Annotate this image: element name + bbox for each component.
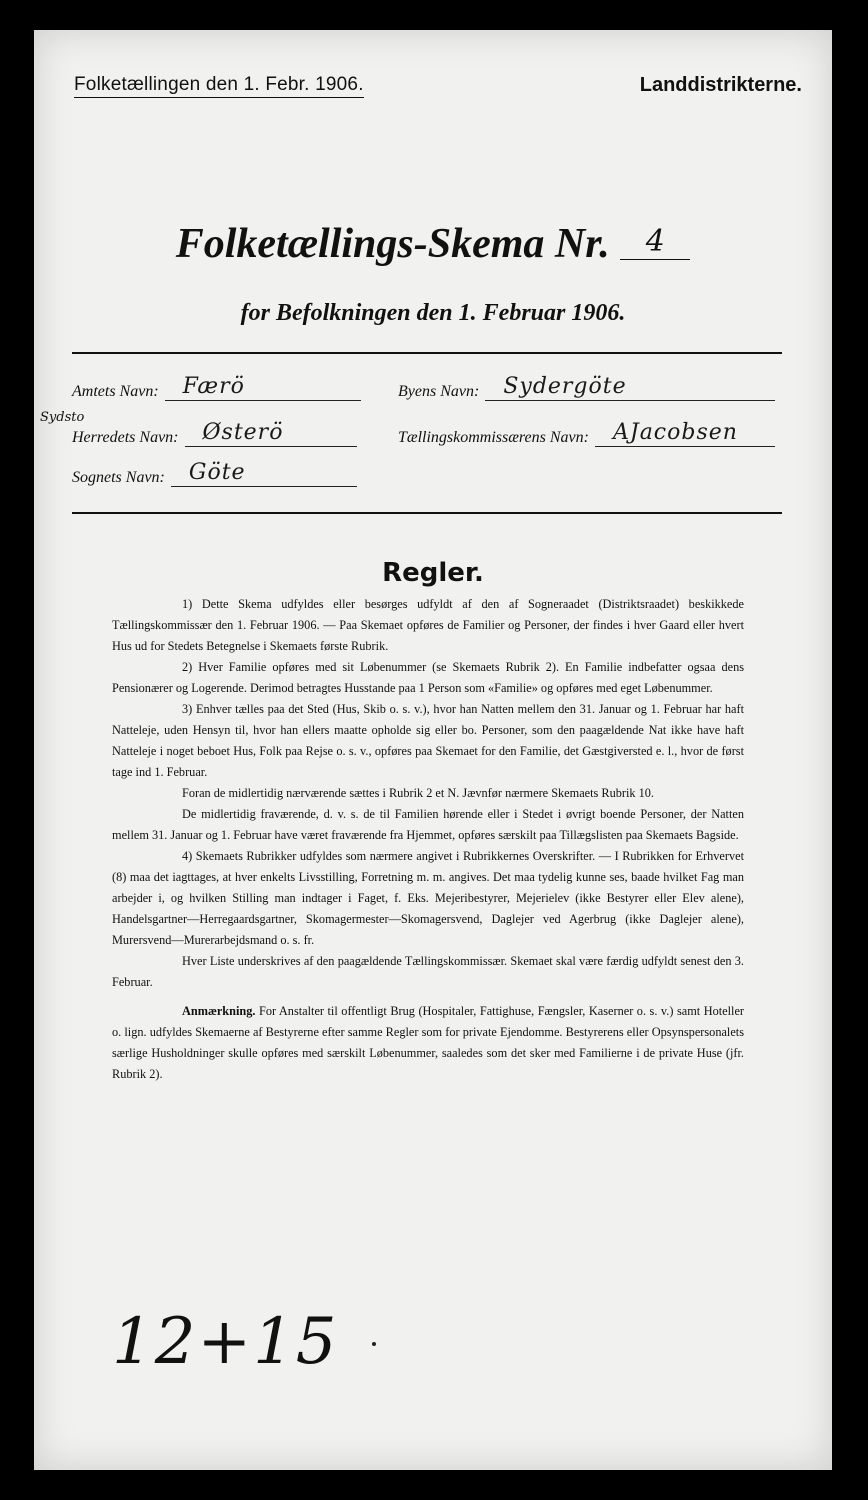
rules-note (112, 1001, 744, 1085)
rules-note-label: Anmærkning. (182, 1004, 256, 1018)
field-herred (72, 420, 357, 447)
field-kommissaer-value: AJacobsen (612, 420, 738, 445)
field-by-label: Byens Navn: (398, 383, 480, 400)
rules-text (112, 594, 744, 1085)
rule-paragraph: Foran de midlertidig nærværende sættes i Rubrik 2 et N. Jævnfør nærmere Skemaets Rubrik 10. (182, 786, 655, 800)
field-by-value: Sydergöte (503, 374, 627, 399)
field-sogn-line (171, 460, 357, 487)
field-sogn (72, 460, 357, 487)
divider-bottom (72, 512, 782, 514)
rule-paragraph: 3) Enhver tælles paa det Sted (Hus, Skib o. s. v.), hvor han Natten mellem den 31. Januar og 1. Februar har haft Natteleje, uden Hensyn til, hvor han ellers maatte opholde sig eller bo. Personer, som den paagældende Nat ikke have haft Natteleje i noget beboet Hus, Folk paa Rejse o. s. v., opføres paa Skemaet for den Familie, det Gæstgiversted e. l., hvor de først tage ind 1. Februar. (112, 702, 744, 779)
rule-paragraph: 4) Skemaets Rubrikker udfyldes som nærmere angivet i Rubrikkernes Overskrifter. — I Rubrikken for Erhvervet (8) maa det iagttages, at hver enkelts Livsstilling, Forretning m. m. angives. Det maa tydelig kunne ses, baade hvilket Fag man arbejder i, og hvilken Stilling man indtager i Faget, f. Eks. Mejeribestyrer, Mejerielev (ikke Bestyrer eller Elev alene), Handelsgartner—Herregaardsgartner, Skomagermester—Skomagersvend, Daglejer ved Agerbrug (ikke Daglejer alene), Murersvend—Murerarbejdsmand o. s. fr. (112, 849, 744, 947)
header-census-date: Folketællingen den 1. Febr. 1906. (74, 74, 364, 98)
field-sogn-label: Sognets Navn: (72, 469, 165, 486)
field-herred-prefix: Sydsto (40, 410, 85, 425)
rule-paragraph: De midlertidig fraværende, d. v. s. de til Familien hørende eller i Stedet i øvrigt boende Personer, der Natten mellem 31. Januar og 1. Februar have været fraværende fra Hjemmet, opføres særskilt paa Tillægslisten paa Skemaets Bagside. (112, 807, 744, 842)
ink-speck (372, 1342, 376, 1346)
form-title-text: Folketællings-Skema Nr. (175, 221, 610, 267)
form-subtitle: for Befolkningen den 1. Februar 1906. (240, 300, 626, 326)
rule-paragraph: 2) Hver Familie opføres med sit Løbenummer (se Skemaets Rubrik 2). En Familie indbefatter ogsaa dens Pensionærer og Logerende. Derimod betragtes Husstande paa 1 Person som «Familie» og opføres med eget Løbenummer. (112, 660, 744, 695)
field-amt-line (165, 374, 361, 401)
field-kommissaer (398, 420, 775, 447)
form-number-handwritten: 4 (620, 224, 690, 260)
field-sogn-value: Göte (188, 460, 246, 485)
field-herred-label: Herredets Navn: (72, 429, 179, 446)
rule-paragraph: 1) Dette Skema udfyldes eller besørges udfyldt af den af Sogneraadet (Distriktsraadet) beskikkede Tællingskommissær den 1. Februar 1906. — Paa Skemaet opføres de Familier og Personer, der findes i hver Gaard eller hvert Hus ud for Stedets Betegnelse i Skemaets første Rubrik. (112, 597, 744, 653)
field-herred-value: Østerö (202, 420, 284, 445)
census-form-page (34, 30, 832, 1470)
handwritten-annotation: 12+15 (112, 1305, 339, 1379)
header-district-type: Landdistrikterne. (639, 74, 802, 96)
field-by (398, 374, 775, 401)
field-amt-label: Amtets Navn: (72, 383, 159, 400)
field-by-line (485, 374, 775, 401)
field-kommissaer-line (595, 420, 775, 447)
field-herred-line (185, 420, 357, 447)
field-kommissaer-label: Tællingskommissærens Navn: (398, 429, 589, 446)
field-amt (72, 374, 361, 401)
form-title (34, 220, 832, 268)
divider-top (72, 352, 782, 354)
rule-paragraph: Hver Liste underskrives af den paagældende Tællingskommissær. Skemaet skal være færdig udfyldt senest den 3. Februar. (112, 954, 744, 989)
field-amt-value: Færö (182, 374, 245, 399)
rules-heading: Regler. (382, 558, 484, 588)
rules-note-text: For Anstalter til offentligt Brug (Hospitaler, Fattighuse, Fængsler, Kaserner o. s. v.) samt Hoteller o. lign. udfyldes Skemaerne af Bestyrerne efter samme Regler som for private Ejendomme. Bestyrerens eller Opsynspersonalets særlige Husholdninger skulle opføres med særskilt Løbenummer, saaledes som det sker med Familierne i de private Huse (jfr. Rubrik 2). (112, 1004, 745, 1081)
